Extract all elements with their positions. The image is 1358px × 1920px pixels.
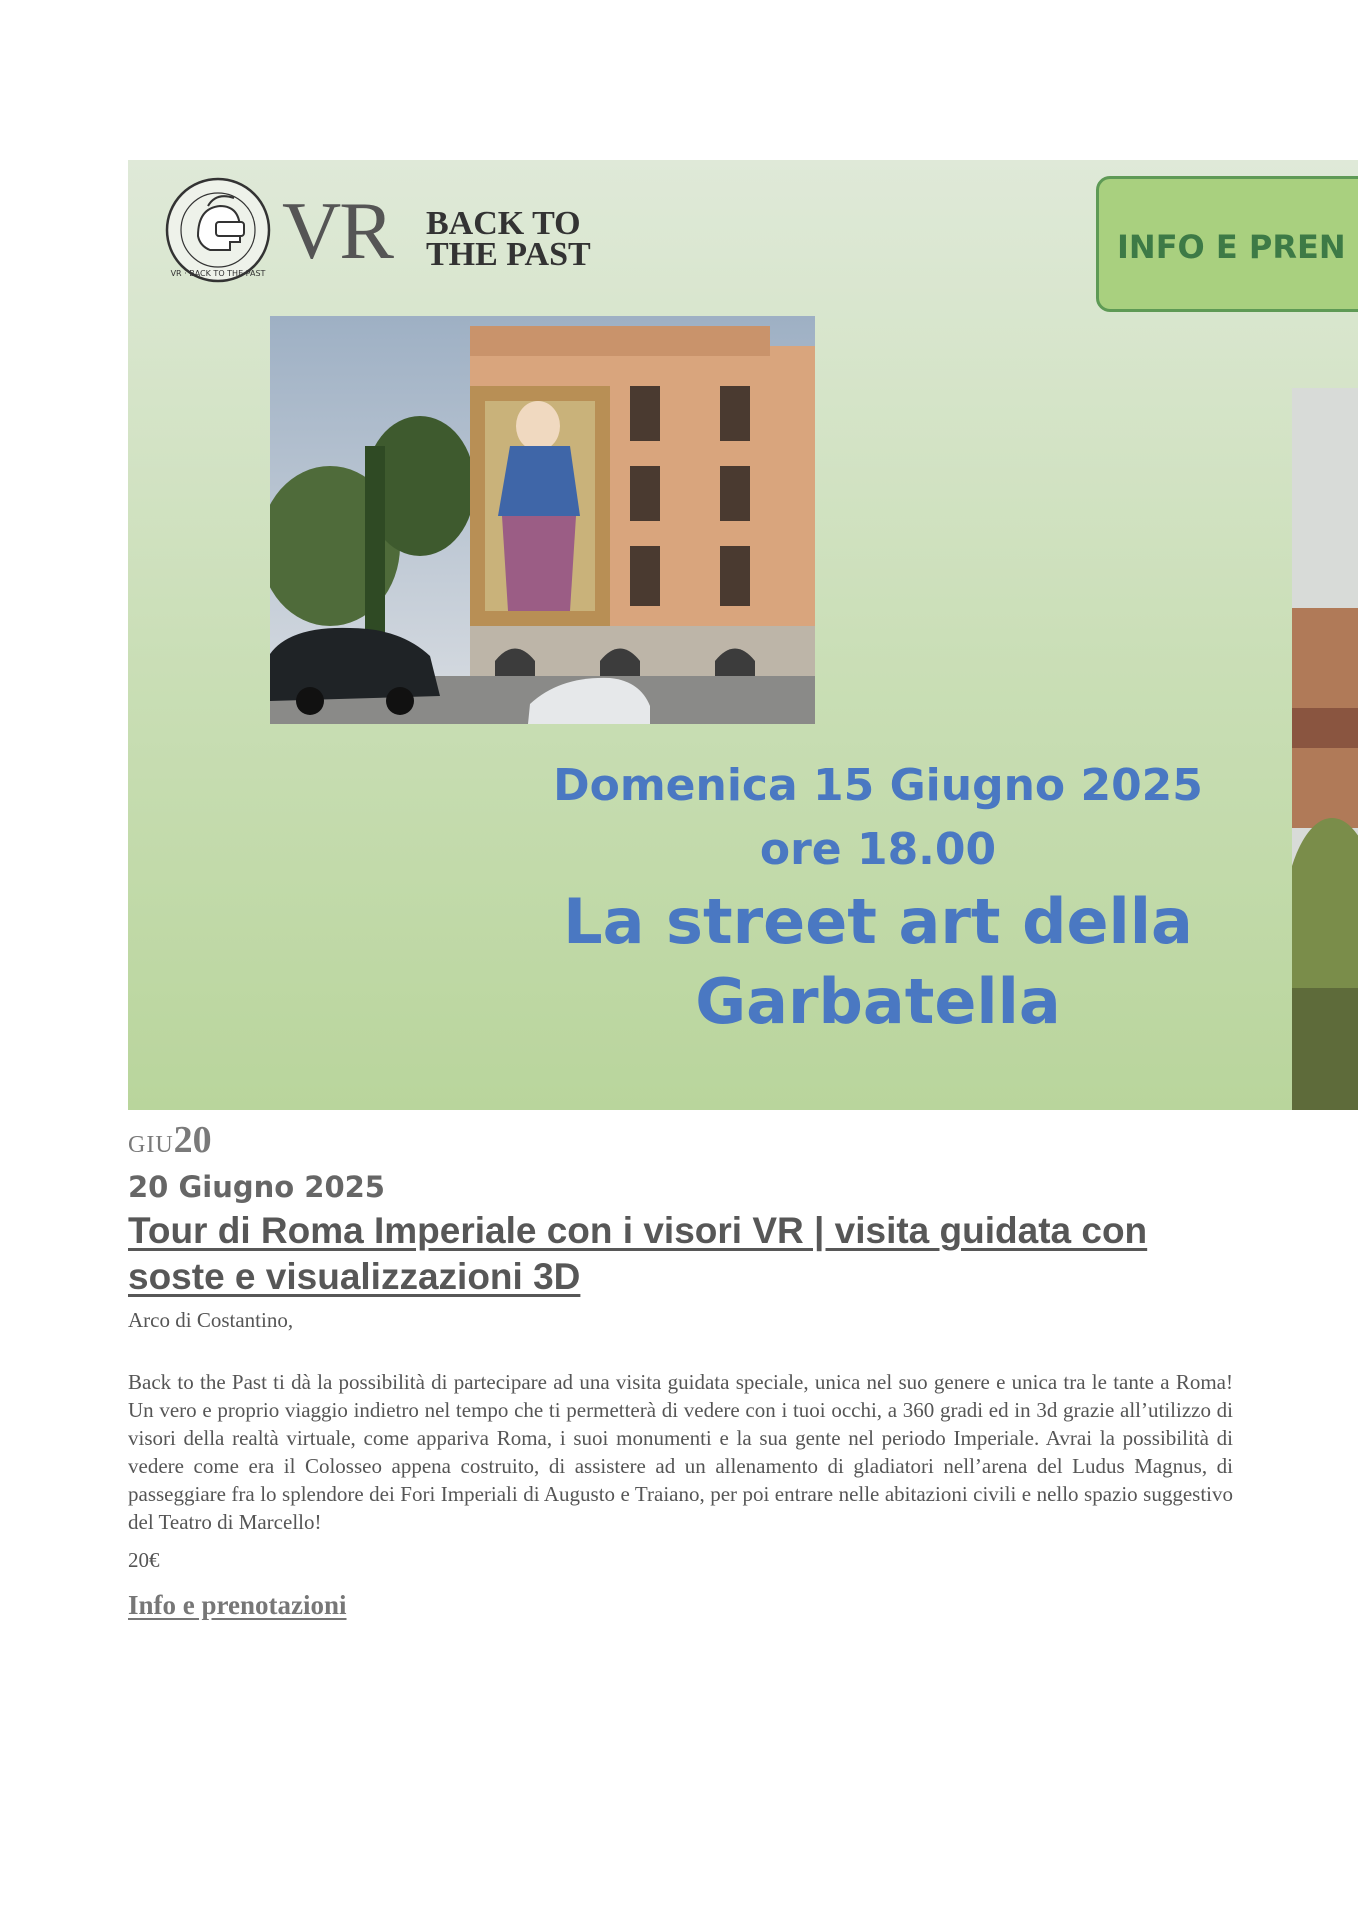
- date-badge-day: 20: [173, 1119, 212, 1161]
- side-photo: [1292, 388, 1358, 1110]
- back-to-the-past-logo: [164, 176, 624, 286]
- logo-tagline-line1: BACK TO: [426, 205, 581, 242]
- date-badge-month: GIU: [128, 1132, 174, 1158]
- event-banner[interactable]: [128, 160, 1358, 1110]
- event-title-line1: La street art della: [563, 885, 1193, 958]
- tour-title-link[interactable]: Tour di Roma Imperiale con i visori VR | visita guidata con soste e visualizzazioni 3D: [128, 1210, 1148, 1297]
- info-prenotazioni-link[interactable]: Info e prenotazioni: [128, 1590, 347, 1620]
- event-location: Arco di Costantino,: [128, 1308, 294, 1332]
- logo-tagline-line2: THE PAST: [426, 236, 591, 273]
- logo-ring-text: VR · BACK TO THE PAST: [170, 269, 266, 278]
- event-date: Domenica 15 Giugno 2025: [553, 760, 1203, 811]
- garbatella-mural-photo: [270, 316, 815, 724]
- event-description: Back to the Past ti dà la possibilità di partecipare ad una visita guidata speciale, unica nel suo genere e unica tra le tante a Roma! Un vero e proprio viaggio indietro nel tempo che ti permetterà di vedere con i tuoi occhi, a 360 gradi ed in 3d grazie all’utilizzo di visori della realtà virtuale, come appariva Roma, i suoi monumenti e la sua gente nel periodo Imperiale. Avrai la possibilità di vedere come era il Colosseo appena costruito, di assistere ad un allenamento di gladiatori nell’arena del Ludus Magnus, di passeggiare fra lo splendore dei Fori Imperiali di Augusto e Traiano, per poi entrare nelle abitazioni civili e nello spazio suggestivo del Teatro di Marcello!: [128, 1370, 1233, 1534]
- date-badge: [128, 1118, 212, 1162]
- event-time: ore 18.00: [759, 824, 997, 875]
- logo-tagline: [426, 205, 626, 273]
- helmet-logo-icon: [164, 176, 272, 284]
- event-price: 20€: [128, 1548, 160, 1572]
- info-prenotazioni-button[interactable]: INFO E PREN: [1096, 176, 1358, 312]
- logo-vr-text: VR: [282, 185, 392, 276]
- event-title-line2: Garbatella: [695, 965, 1061, 1038]
- event-full-date: 20 Giugno 2025: [128, 1170, 385, 1204]
